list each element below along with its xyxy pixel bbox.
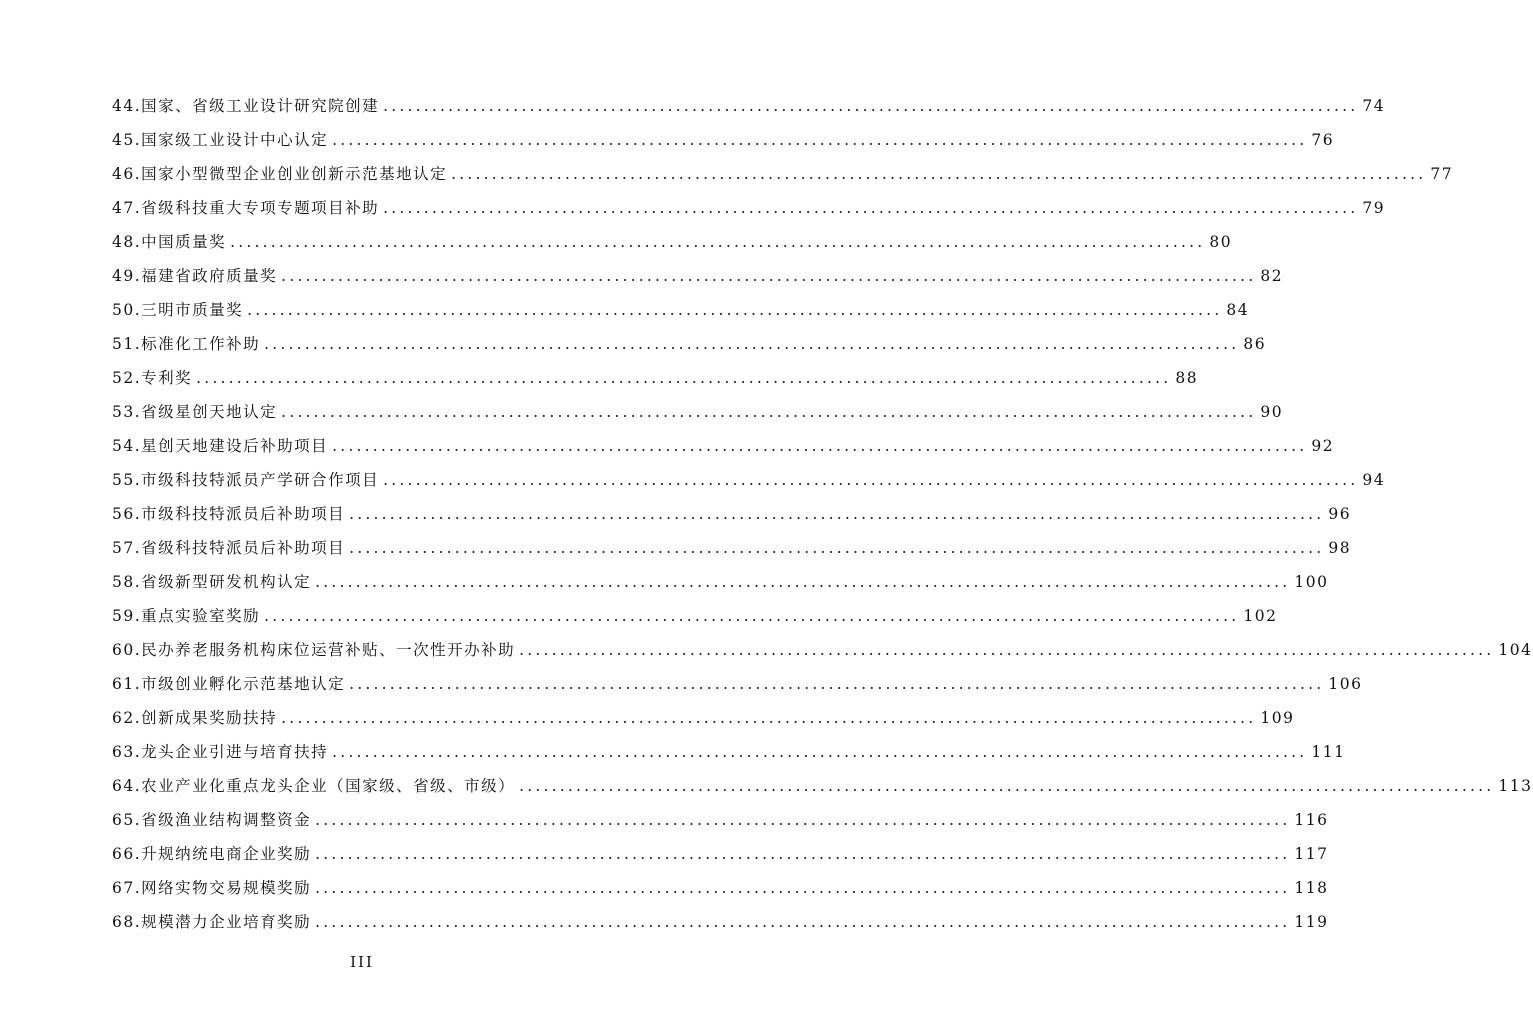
toc-entry[interactable] <box>112 633 1533 667</box>
toc-entry-page: 79 <box>1362 199 1386 217</box>
toc-entry-page: 98 <box>1328 539 1352 557</box>
toc-entry[interactable] <box>112 735 1346 769</box>
toc-entry-page: 113 <box>1498 777 1533 795</box>
toc-entry[interactable] <box>112 89 1386 123</box>
toc-leader-dots: ........................................................................................................................ <box>383 97 1359 115</box>
toc-entry[interactable] <box>112 157 1454 191</box>
toc-entry-title: 62.创新成果奖励扶持 <box>112 709 278 727</box>
toc-entry-title: 45.国家级工业设计中心认定 <box>112 131 329 149</box>
toc-entry-page: 92 <box>1311 437 1335 455</box>
toc-entry-page: 119 <box>1294 913 1329 931</box>
toc-entry-page: 94 <box>1362 471 1386 489</box>
toc-entry-page: 100 <box>1294 573 1329 591</box>
toc-leader-dots: ........................................................................................................................ <box>264 607 1240 625</box>
toc-leader-dots: ........................................................................................................................ <box>349 539 1325 557</box>
toc-entry-page: 116 <box>1294 811 1329 829</box>
toc-entry-page: 76 <box>1311 131 1335 149</box>
toc-leader-dots: ........................................................................................................................ <box>315 913 1291 931</box>
toc-entry-title: 59.重点实验室奖励 <box>112 607 261 625</box>
toc-entry[interactable] <box>112 191 1386 225</box>
toc-entry[interactable] <box>112 395 1284 429</box>
toc-entry-title: 66.升规纳统电商企业奖励 <box>112 845 312 863</box>
toc-entry[interactable] <box>112 701 1295 735</box>
toc-leader-dots: ........................................................................................................................ <box>196 369 1172 387</box>
toc-leader-dots: ........................................................................................................................ <box>332 437 1308 455</box>
toc-entry-title: 57.省级科技特派员后补助项目 <box>112 539 346 557</box>
toc-entry-title: 51.标准化工作补助 <box>112 335 261 353</box>
toc-entry[interactable] <box>112 225 1233 259</box>
toc-entry-page: 80 <box>1209 233 1233 251</box>
table-of-contents <box>112 89 1533 939</box>
toc-entry-title: 54.星创天地建设后补助项目 <box>112 437 329 455</box>
toc-entry[interactable] <box>112 803 1329 837</box>
toc-leader-dots: ........................................................................................................................ <box>315 879 1291 897</box>
toc-leader-dots: ........................................................................................................................ <box>281 267 1257 285</box>
toc-entry-title: 46.国家小型微型企业创业创新示范基地认定 <box>112 165 448 183</box>
toc-entry-page: 88 <box>1175 369 1199 387</box>
page-number: III <box>350 953 374 971</box>
toc-entry[interactable] <box>112 531 1352 565</box>
toc-entry-page: 117 <box>1294 845 1329 863</box>
toc-entry[interactable] <box>112 905 1329 939</box>
toc-entry-page: 90 <box>1260 403 1284 421</box>
toc-entry-page: 74 <box>1362 97 1386 115</box>
toc-entry-title: 55.市级科技特派员产学研合作项目 <box>112 471 380 489</box>
toc-leader-dots: ........................................................................................................................ <box>281 709 1257 727</box>
toc-entry-page: 77 <box>1430 165 1454 183</box>
toc-entry-title: 50.三明市质量奖 <box>112 301 244 319</box>
toc-leader-dots: ........................................................................................................................ <box>519 777 1495 795</box>
toc-leader-dots: ........................................................................................................................ <box>349 675 1325 693</box>
toc-entry[interactable] <box>112 259 1284 293</box>
toc-entry-page: 86 <box>1243 335 1267 353</box>
toc-entry[interactable] <box>112 293 1250 327</box>
toc-entry-title: 52.专利奖 <box>112 369 193 387</box>
toc-entry[interactable] <box>112 769 1533 803</box>
toc-entry-title: 49.福建省政府质量奖 <box>112 267 278 285</box>
toc-entry-page: 82 <box>1260 267 1284 285</box>
toc-leader-dots: ........................................................................................................................ <box>519 641 1495 659</box>
toc-entry-page: 118 <box>1294 879 1329 897</box>
toc-entry-page: 106 <box>1328 675 1363 693</box>
toc-leader-dots: ........................................................................................................................ <box>315 573 1291 591</box>
toc-entry[interactable] <box>112 361 1199 395</box>
toc-entry[interactable] <box>112 463 1386 497</box>
toc-entry[interactable] <box>112 123 1335 157</box>
toc-entry-title: 56.市级科技特派员后补助项目 <box>112 505 346 523</box>
toc-entry[interactable] <box>112 667 1363 701</box>
toc-entry-title: 65.省级渔业结构调整资金 <box>112 811 312 829</box>
toc-entry-page: 102 <box>1243 607 1278 625</box>
toc-leader-dots: ........................................................................................................................ <box>332 743 1308 761</box>
toc-leader-dots: ........................................................................................................................ <box>383 471 1359 489</box>
toc-entry-title: 48.中国质量奖 <box>112 233 227 251</box>
toc-leader-dots: ........................................................................................................................ <box>451 165 1427 183</box>
toc-entry-page: 104 <box>1498 641 1533 659</box>
toc-entry-title: 67.网络实物交易规模奖励 <box>112 879 312 897</box>
toc-leader-dots: ........................................................................................................................ <box>332 131 1308 149</box>
toc-entry-page: 96 <box>1328 505 1352 523</box>
toc-leader-dots: ........................................................................................................................ <box>383 199 1359 217</box>
toc-entry-title: 60.民办养老服务机构床位运营补贴、一次性开办补助 <box>112 641 516 659</box>
toc-leader-dots: ........................................................................................................................ <box>264 335 1240 353</box>
toc-entry[interactable] <box>112 837 1329 871</box>
toc-entry-page: 111 <box>1311 743 1346 761</box>
toc-entry-page: 84 <box>1226 301 1250 319</box>
toc-entry-page: 109 <box>1260 709 1295 727</box>
toc-entry-title: 58.省级新型研发机构认定 <box>112 573 312 591</box>
toc-entry[interactable] <box>112 327 1267 361</box>
toc-entry[interactable] <box>112 871 1329 905</box>
toc-entry-title: 64.农业产业化重点龙头企业（国家级、省级、市级） <box>112 777 516 795</box>
toc-entry-title: 44.国家、省级工业设计研究院创建 <box>112 97 380 115</box>
toc-entry-title: 68.规模潜力企业培育奖励 <box>112 913 312 931</box>
toc-leader-dots: ........................................................................................................................ <box>349 505 1325 523</box>
toc-leader-dots: ........................................................................................................................ <box>315 845 1291 863</box>
toc-leader-dots: ........................................................................................................................ <box>230 233 1206 251</box>
toc-leader-dots: ........................................................................................................................ <box>315 811 1291 829</box>
toc-entry[interactable] <box>112 429 1335 463</box>
toc-entry-title: 61.市级创业孵化示范基地认定 <box>112 675 346 693</box>
toc-entry[interactable] <box>112 497 1352 531</box>
toc-entry-title: 53.省级星创天地认定 <box>112 403 278 421</box>
toc-entry-title: 63.龙头企业引进与培育扶持 <box>112 743 329 761</box>
toc-leader-dots: ........................................................................................................................ <box>281 403 1257 421</box>
toc-entry-title: 47.省级科技重大专项专题项目补助 <box>112 199 380 217</box>
toc-leader-dots: ........................................................................................................................ <box>247 301 1223 319</box>
toc-entry[interactable] <box>112 565 1329 599</box>
toc-entry[interactable] <box>112 599 1278 633</box>
